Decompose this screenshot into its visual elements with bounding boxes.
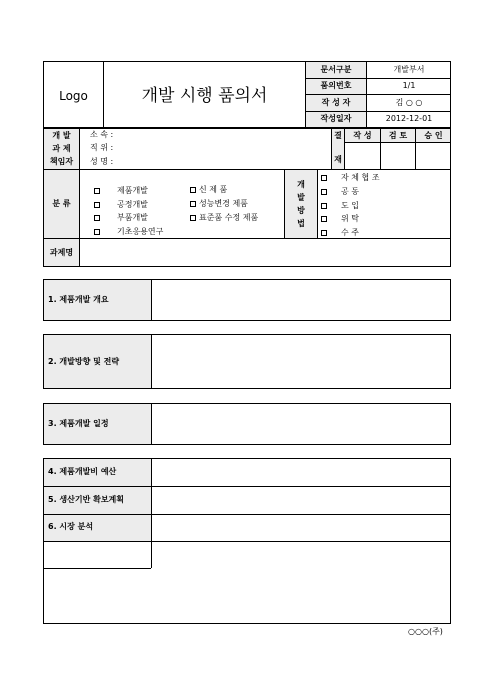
approval-side-2: 재 <box>334 155 342 164</box>
name-field[interactable]: 성 명 : <box>90 157 114 166</box>
date-value: 2012-12-01 <box>385 114 433 123</box>
approval-role-approve: 승 인 <box>424 131 443 140</box>
owner-label-1: 개 발 <box>52 131 71 140</box>
method-label-4: 법 <box>297 219 305 228</box>
checkbox-in-house[interactable] <box>321 175 327 181</box>
option-consignment: 위 탁 <box>341 214 359 223</box>
company-footer: ○○○(주) <box>408 627 443 636</box>
section-3-field[interactable] <box>152 404 450 444</box>
section-6-title: 6. 시장 분석 <box>48 522 94 531</box>
option-joint: 공 동 <box>341 187 359 196</box>
approval-role-write: 작 성 <box>353 131 372 140</box>
checkbox-performance-change[interactable] <box>190 201 196 207</box>
section-3-title: 3. 제품개발 일정 <box>48 419 109 428</box>
checkbox-order-receipt[interactable] <box>321 230 327 236</box>
doc-number-label: 품의번호 <box>320 81 352 90</box>
option-product-dev: 제품개발 <box>117 186 148 195</box>
option-order-receipt: 수 주 <box>341 228 359 237</box>
approval-side-1: 결 <box>334 131 342 140</box>
page-title: 개발 시행 품의서 <box>141 86 268 106</box>
section-5-field[interactable] <box>152 487 450 514</box>
doc-type-value: 개발부서 <box>393 65 425 74</box>
section-4-field[interactable] <box>152 459 450 486</box>
method-label-2: 발 <box>297 193 305 202</box>
project-name-label: 과제명 <box>49 248 74 257</box>
section-4-title: 4. 제품개발비 예산 <box>48 467 117 476</box>
checkbox-new-product[interactable] <box>190 187 196 193</box>
section-5-title: 5. 생산기반 확보계획 <box>48 495 124 504</box>
checkbox-joint[interactable] <box>321 189 327 195</box>
approval-role-review: 검 토 <box>388 131 408 140</box>
option-process-dev: 공정개발 <box>117 200 148 209</box>
checkbox-process-dev[interactable] <box>94 202 100 208</box>
checkbox-product-dev[interactable] <box>94 188 100 194</box>
option-basic-research: 기초응용연구 <box>117 227 164 236</box>
checkbox-basic-research[interactable] <box>94 229 100 235</box>
project-name-field[interactable] <box>80 239 450 266</box>
author-value: 김 ○ ○ <box>395 98 423 107</box>
method-label-3: 방 <box>297 206 305 215</box>
owner-label-2: 과 제 <box>52 144 71 153</box>
doc-type-label: 문서구분 <box>320 65 352 74</box>
section-2-title: 2. 개발방향 및 전략 <box>48 357 120 366</box>
doc-number-value: 1/1 <box>402 81 416 90</box>
option-in-house: 자 체 협 조 <box>341 173 380 182</box>
option-introduction: 도 입 <box>341 201 359 210</box>
position-field[interactable]: 직 위 : <box>90 143 114 152</box>
option-new-product: 신 제 품 <box>199 185 228 194</box>
owner-label-3: 책임자 <box>49 157 74 166</box>
classification-label: 분 류 <box>52 199 71 208</box>
author-label: 작 성 자 <box>321 98 351 107</box>
checkbox-introduction[interactable] <box>321 203 327 209</box>
section-1-field[interactable] <box>152 280 450 320</box>
section-2-field[interactable] <box>152 335 450 388</box>
checkbox-parts-dev[interactable] <box>94 215 100 221</box>
checkbox-standard-modify[interactable] <box>190 215 196 221</box>
option-standard-modify: 표준품 수정 제품 <box>199 213 259 222</box>
option-performance-change: 성능변경 제품 <box>199 199 248 208</box>
section-6-field[interactable] <box>152 515 450 623</box>
dept-field[interactable]: 소 속 : <box>90 130 114 139</box>
logo: Logo <box>59 89 88 103</box>
checkbox-consignment[interactable] <box>321 216 327 222</box>
method-label-1: 개 <box>297 180 305 189</box>
section-1-title: 1. 제품개발 개요 <box>48 295 109 304</box>
option-parts-dev: 부품개발 <box>117 213 148 222</box>
date-label: 작성일자 <box>320 114 352 123</box>
